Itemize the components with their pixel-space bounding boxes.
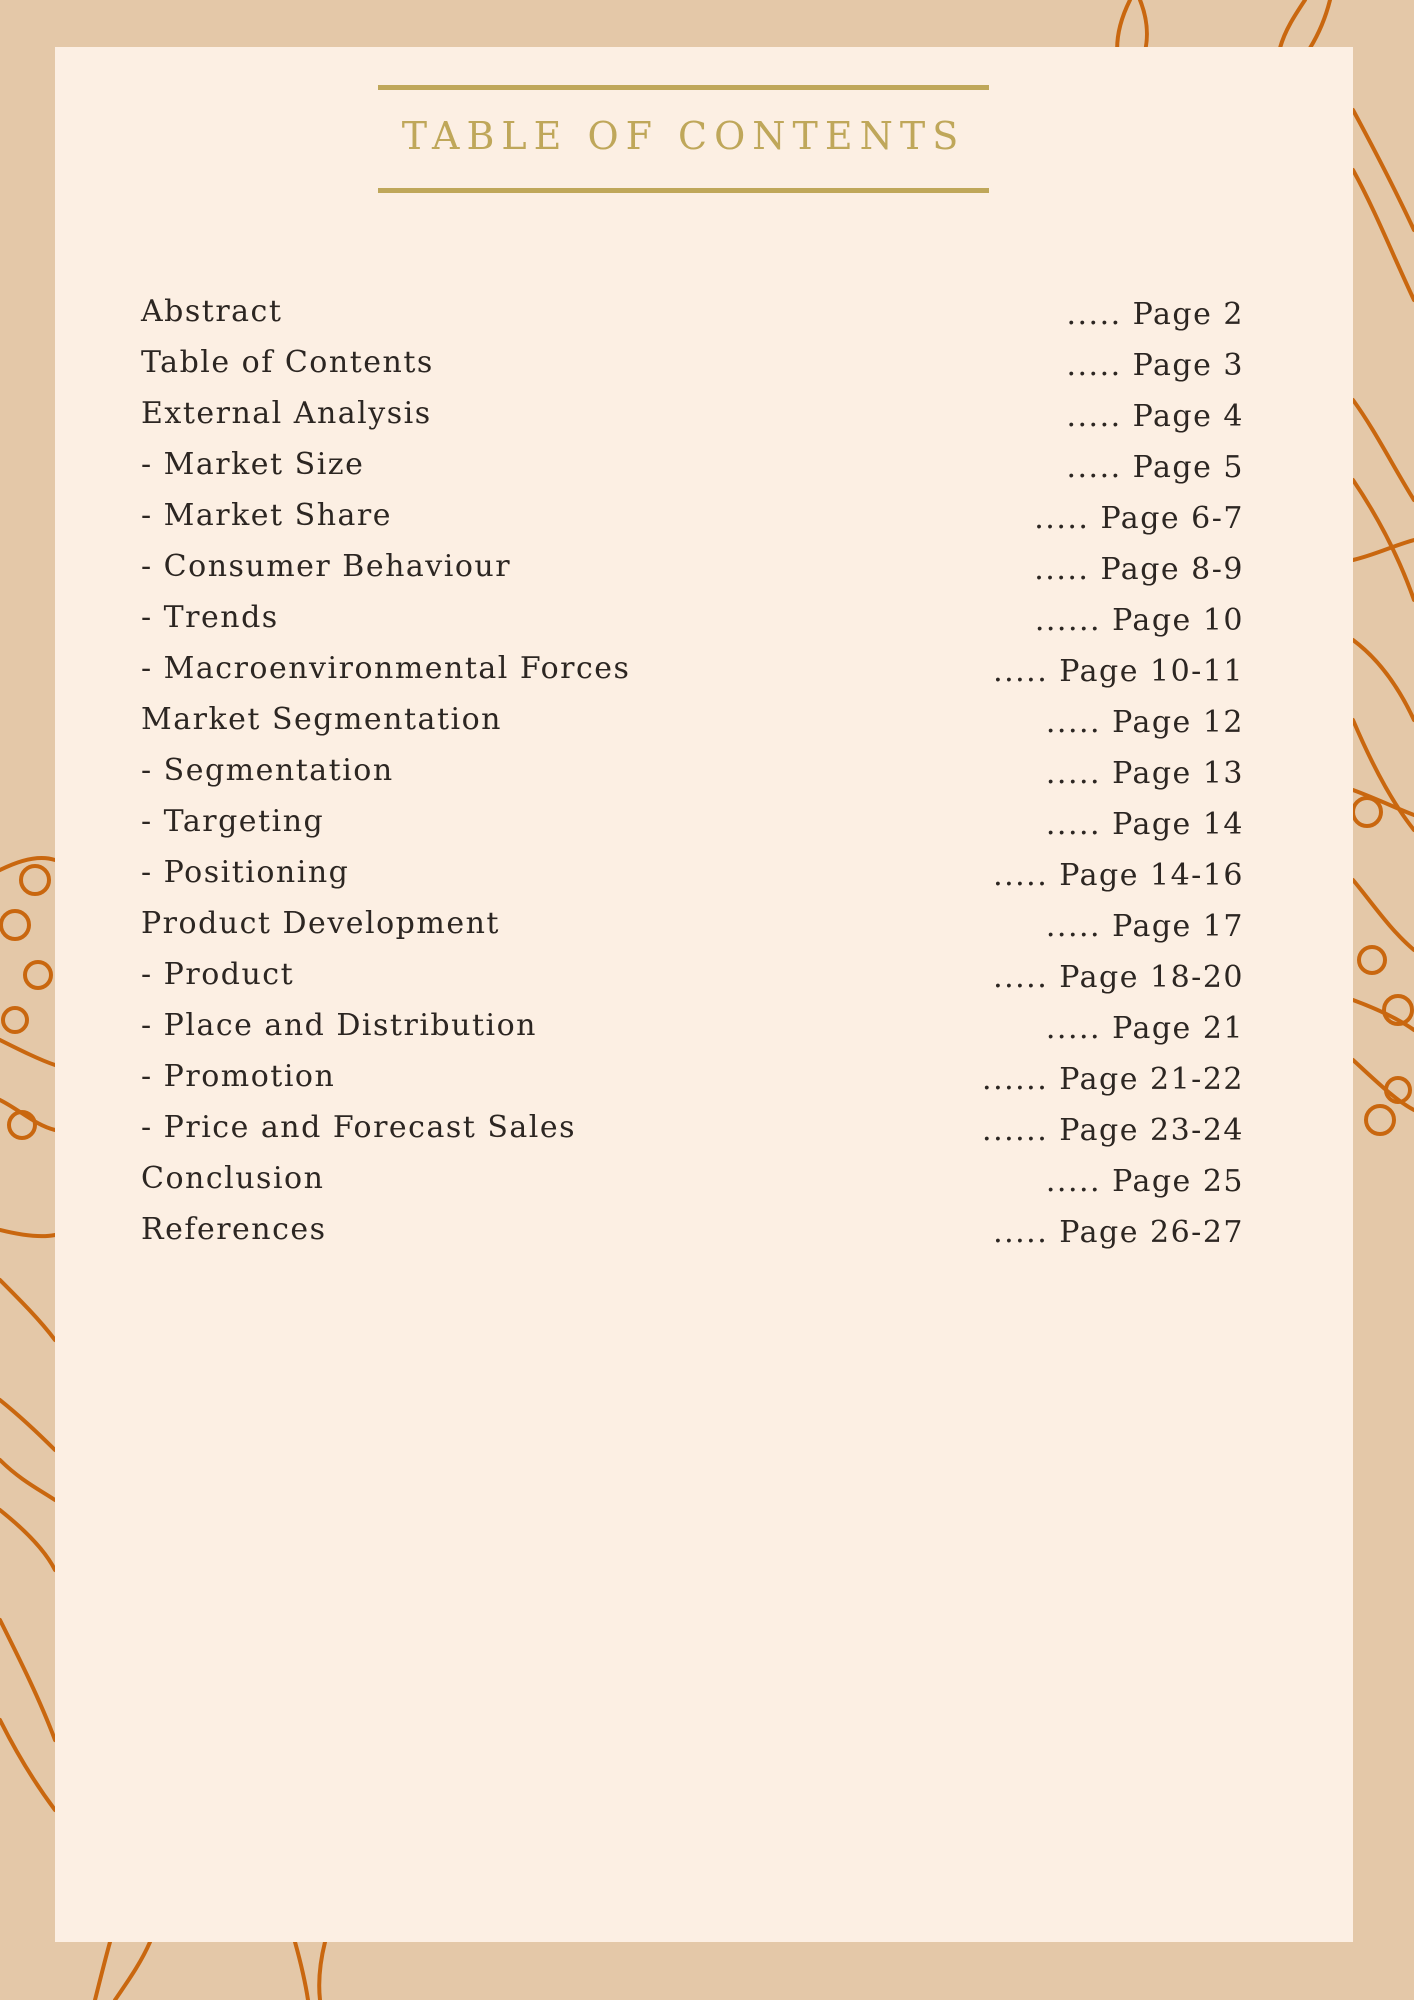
title-block xyxy=(378,85,989,205)
toc-entry-label: - Macroenvironmental Forces xyxy=(141,651,631,686)
toc-entry-page: ...... Page 21-22 xyxy=(982,1062,1244,1097)
toc-entry xyxy=(141,345,1244,396)
toc-entry xyxy=(141,1110,1244,1161)
toc-entry-label: Table of Contents xyxy=(141,345,434,380)
toc-entry-page: ...... Page 23-24 xyxy=(982,1113,1244,1148)
toc-entry-label: External Analysis xyxy=(141,396,432,431)
toc-entry-label: Abstract xyxy=(141,294,283,329)
toc-entry xyxy=(141,1161,1244,1212)
toc-entry-label: - Trends xyxy=(141,600,279,635)
toc-entry xyxy=(141,549,1244,600)
toc-entry xyxy=(141,498,1244,549)
toc-entry xyxy=(141,600,1244,651)
toc-entry xyxy=(141,957,1244,1008)
toc-entry-page: ...... Page 10 xyxy=(1034,603,1244,638)
toc-entry-label: Product Development xyxy=(141,906,500,941)
table-of-contents-list xyxy=(141,294,1244,1263)
toc-entry-label: - Price and Forecast Sales xyxy=(141,1110,577,1145)
toc-entry-label: References xyxy=(141,1212,327,1247)
toc-entry-page: ..... Page 14 xyxy=(1045,807,1244,842)
toc-entry xyxy=(141,651,1244,702)
toc-entry-page: ..... Page 8-9 xyxy=(1034,552,1244,587)
title-top-rule xyxy=(378,85,989,90)
toc-entry-page: ..... Page 26-27 xyxy=(993,1215,1244,1250)
toc-entry-label: - Promotion xyxy=(141,1059,336,1094)
toc-entry xyxy=(141,753,1244,804)
toc-entry-label: Conclusion xyxy=(141,1161,325,1196)
page-title: TABLE OF CONTENTS xyxy=(401,114,966,158)
title-bottom-rule xyxy=(378,188,989,193)
toc-entry-page: ..... Page 17 xyxy=(1045,909,1244,944)
content-sheet xyxy=(55,47,1353,1942)
toc-entry-page: ..... Page 25 xyxy=(1045,1164,1244,1199)
toc-entry-label: - Consumer Behaviour xyxy=(141,549,512,584)
toc-entry-page: ..... Page 2 xyxy=(1066,297,1244,332)
toc-entry-page: ..... Page 18-20 xyxy=(993,960,1244,995)
toc-entry-page: ..... Page 6-7 xyxy=(1034,501,1244,536)
toc-entry-label: - Targeting xyxy=(141,804,325,839)
toc-entry-label: - Positioning xyxy=(141,855,350,890)
toc-entry-label: - Market Size xyxy=(141,447,365,482)
toc-entry-label: - Segmentation xyxy=(141,753,394,788)
toc-entry xyxy=(141,294,1244,345)
toc-entry-page: ..... Page 5 xyxy=(1066,450,1244,485)
toc-entry-label: - Market Share xyxy=(141,498,392,533)
toc-entry-page: ..... Page 3 xyxy=(1066,348,1244,383)
toc-entry-page: ..... Page 12 xyxy=(1045,705,1244,740)
toc-entry-page: ..... Page 4 xyxy=(1066,399,1244,434)
toc-entry-page: ..... Page 10-11 xyxy=(993,654,1244,689)
toc-entry xyxy=(141,906,1244,957)
toc-entry xyxy=(141,804,1244,855)
toc-entry xyxy=(141,1059,1244,1110)
toc-entry xyxy=(141,702,1244,753)
toc-entry xyxy=(141,1008,1244,1059)
toc-entry xyxy=(141,447,1244,498)
toc-entry-page: ..... Page 14-16 xyxy=(993,858,1244,893)
toc-entry-label: Market Segmentation xyxy=(141,702,502,737)
toc-entry-label: - Product xyxy=(141,957,295,992)
toc-entry-page: ..... Page 13 xyxy=(1045,756,1244,791)
toc-entry xyxy=(141,396,1244,447)
toc-entry-label: - Place and Distribution xyxy=(141,1008,537,1043)
toc-entry xyxy=(141,1212,1244,1263)
toc-entry-page: ..... Page 21 xyxy=(1045,1011,1244,1046)
toc-entry xyxy=(141,855,1244,906)
